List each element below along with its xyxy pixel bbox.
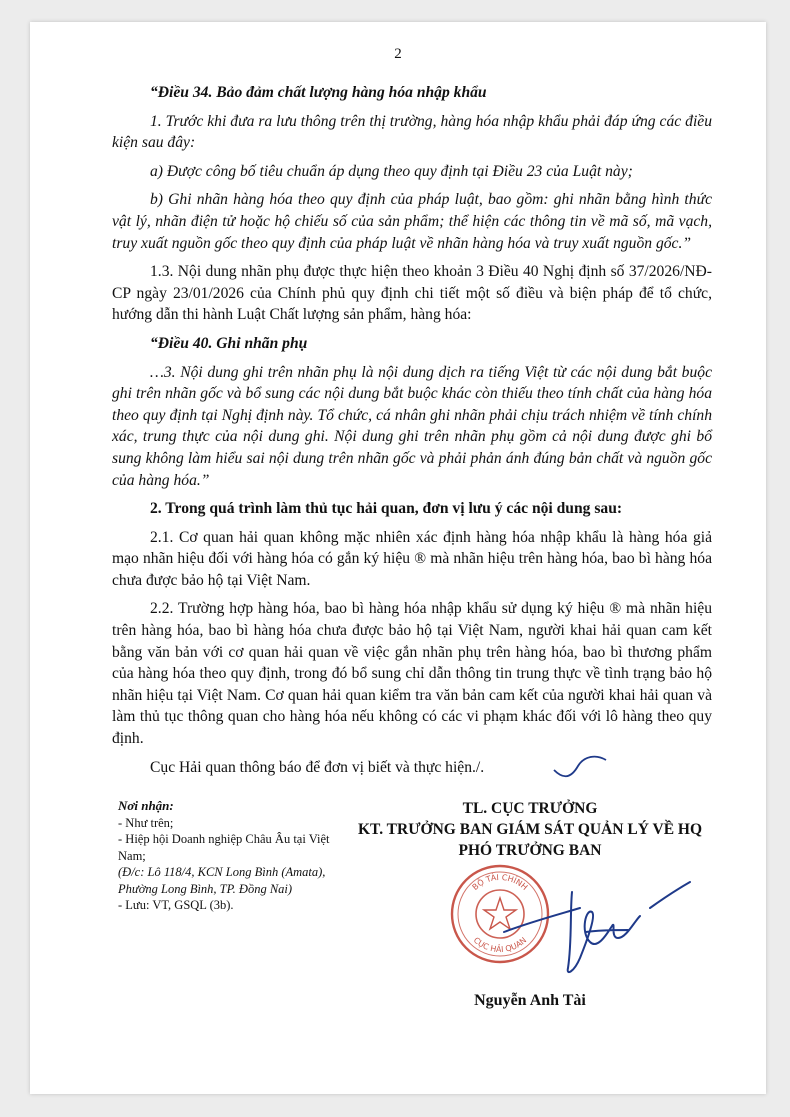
check-mark-icon (550, 752, 610, 782)
paragraph-article-40-clause-3: …3. Nội dung ghi trên nhãn phụ là nội dung dịch ra tiếng Việt từ các nội dung bắt buộc ghi trên nhãn gốc và bổ sung các nội dung bắt buộc khác còn thiếu theo tính chất của hàng hóa theo quy định tại Nghị định này. Tổ chức, cá nhân ghi nhãn phải chịu trách nhiệm về tính chính xác, trung thực của nội dung ghi. Nội dung ghi trên nhãn phụ gồm cả nội dung được ghi bổ sung không làm hiểu sai nội dung trên nhãn gốc và phải phản ánh đúng bản chất và nguồn gốc của hàng hóa.” (112, 363, 712, 489)
handwritten-signature (500, 872, 700, 982)
paragraph-closing: Cục Hải quan thông báo để đơn vị biết và thực hiện./. (150, 758, 485, 776)
recipient-address: (Đ/c: Lô 118/4, KCN Long Bình (Amata), Phường Long Bình, TP. Đồng Nai) (118, 865, 326, 896)
signature-title-3: PHÓ TRƯỞNG BAN (458, 842, 602, 859)
paragraph-article-34-title: “Điều 34. Bảo đảm chất lượng hàng hóa nhập khẩu (150, 84, 487, 101)
recipient-line: - Như trên; (118, 815, 174, 830)
recipient-line: - Lưu: VT, GSQL (3b). (118, 898, 234, 912)
document-page (30, 22, 766, 1094)
paragraph-1-3: 1.3. Nội dung nhãn phụ được thực hiện theo khoản 3 Điều 40 Nghị định số 37/2026/NĐ-CP ngày 23/01/2026 của Chính phủ quy định chi tiết một số điều và biện pháp để tổ chức, hướng dẫn thi hành Luật Chất lượng sản phẩm, hàng hóa: (112, 263, 712, 324)
paragraph-clause-1: 1. Trước khi đưa ra lưu thông trên thị trường, hàng hóa nhập khẩu phải đáp ứng các điều kiện sau đây: (112, 112, 712, 152)
recipients-heading: Nơi nhận: (118, 798, 174, 813)
recipients-block (118, 798, 353, 914)
document-body (112, 82, 712, 785)
paragraph-clause-a: a) Được công bố tiêu chuẩn áp dụng theo quy định tại Điều 23 của Luật này; (150, 162, 633, 180)
paragraph-section-2-heading: 2. Trong quá trình làm thủ tục hải quan, đơn vị lưu ý các nội dung sau: (150, 500, 623, 518)
svg-text:CỤC HẢI QUAN: CỤC HẢI QUAN (471, 935, 529, 955)
signature-title-2: KT. TRƯỞNG BAN GIÁM SÁT QUẢN LÝ VỀ HQ (357, 821, 703, 838)
recipient-line: - Hiệp hội Doanh nghiệp Châu Âu tại Việt Nam; (118, 832, 330, 863)
svg-text:BỘ TÀI CHÍNH: BỘ TÀI CHÍNH (470, 872, 530, 892)
paragraph-clause-b: b) Ghi nhãn hàng hóa theo quy định của pháp luật, bao gồm: ghi nhãn bằng hình thức vật lý, nhãn điện tử hoặc hộ chiếu số của sản phẩm; thể hiện các thông tin về mã số, mã vạch, truy xuất nguồn gốc theo quy định của pháp luật về nhãn hàng hóa và truy xuất nguồn gốc.” (112, 191, 712, 252)
page-number: 2 (394, 46, 402, 62)
signature-block (330, 798, 730, 861)
paragraph-2-2: 2.2. Trường hợp hàng hóa, bao bì hàng hóa nhập khẩu sử dụng ký hiệu ® mà nhãn hiệu trên hàng hóa, bao bì hàng hóa chưa được bảo hộ tại Việt Nam, người khai hải quan cam kết bằng văn bản với cơ quan hải quan về việc gắn nhãn phụ trên hàng hóa, bao bì thương phẩm của hàng hóa theo quy định, trong đó bổ sung chỉ dẫn thông tin trung thực về tình trạng bảo hộ nhãn hiệu tại Việt Nam. Cơ quan hải quan kiểm tra văn bản cam kết của người khai hải quan và làm thủ tục thông quan cho hàng hóa nếu không có các vi phạm khác đối với lô hàng theo quy định. (112, 600, 712, 748)
paragraph-2-1: 2.1. Cơ quan hải quan không mặc nhiên xác định hàng hóa nhập khẩu là hàng hóa giả mạo nhãn hiệu đối với hàng hóa có gắn ký hiệu ® mà nhãn hiệu trên hàng hóa, bao bì hàng hóa chưa được bảo hộ tại Việt Nam. (112, 528, 712, 589)
signer-name: Nguyễn Anh Tài (474, 992, 586, 1009)
paragraph-article-40-title: “Điều 40. Ghi nhãn phụ (150, 334, 308, 352)
signature-title-1: TL. CỤC TRƯỞNG (462, 800, 598, 817)
